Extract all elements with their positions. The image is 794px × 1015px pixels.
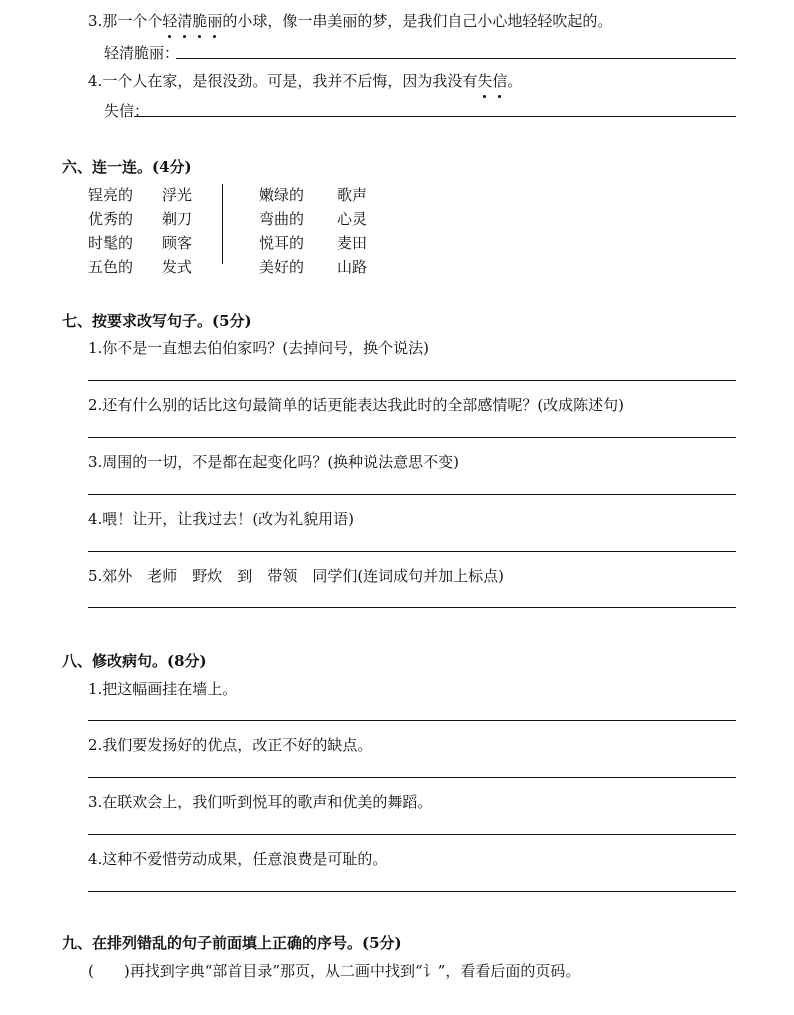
q4-text-before: 一个人在家，是很没劲。可是，我并不后悔，因为我没有	[102, 72, 478, 90]
sec7-question-4: 4.喂！让开，让我过去！(改为礼貌用语)	[88, 510, 355, 528]
match-right-word[interactable]: 美好的	[259, 258, 305, 276]
sec7-question-1: 1.你不是一直想去伯伯家吗？(去掉问号，换个说法)	[88, 339, 430, 357]
section-8-title: 八、修改病句。(8分)	[62, 652, 207, 670]
sec9-order-blank[interactable]: ( )	[88, 962, 130, 980]
match-left-target[interactable]: 顾客	[162, 234, 193, 252]
sec9-item-1	[88, 960, 580, 981]
match-left-word[interactable]: 锃亮的	[88, 186, 134, 204]
match-left-target[interactable]: 浮光	[162, 186, 193, 204]
sec7-question-2: 2.还有什么别的话比这句最简单的话更能表达我此时的全部感情呢？(改成陈述句)	[88, 396, 625, 414]
q4-number: 4.	[88, 72, 103, 90]
sec7-answer-line-5[interactable]	[88, 607, 736, 608]
q4-sentence	[88, 70, 522, 91]
sec7-question-3: 3.周围的一切，不是都在起变化吗？(换种说法意思不变)	[88, 453, 460, 471]
section-6-title: 六、连一连。(4分)	[62, 158, 192, 176]
q4-answer-line[interactable]	[134, 116, 736, 117]
q3-text-after: 的小球，像一串美丽的梦，是我们自己小心地轻轻吹起的。	[222, 12, 613, 30]
q4-text-after: 。	[507, 72, 523, 90]
sec8-question-2: 2.我们要发扬好的优点，改正不好的缺点。	[88, 736, 373, 754]
section-9-title: 九、在排列错乱的句子前面填上正确的序号。(5分)	[62, 934, 402, 952]
sec7-answer-line-4[interactable]	[88, 551, 736, 552]
sec8-answer-line-4[interactable]	[88, 891, 736, 892]
sec8-question-1: 1.把这幅画挂在墙上。	[88, 680, 238, 698]
match-left-target[interactable]: 发式	[162, 258, 193, 276]
sec7-answer-line-1[interactable]	[88, 380, 736, 381]
sec8-answer-line-2[interactable]	[88, 777, 736, 778]
sec7-answer-line-3[interactable]	[88, 494, 736, 495]
q4-answer-label: 失信：	[104, 102, 150, 120]
match-right-target[interactable]: 麦田	[337, 234, 368, 252]
q3-sentence	[88, 10, 612, 31]
match-left-word[interactable]: 优秀的	[88, 210, 134, 228]
q3-dotted-char-2: 清	[177, 12, 193, 30]
match-right-target[interactable]: 心灵	[337, 210, 368, 228]
match-left-target[interactable]: 剃刀	[162, 210, 193, 228]
q4-dotted-char-2: 信	[492, 72, 508, 90]
match-left-word[interactable]: 五色的	[88, 258, 134, 276]
q3-number: 3.	[88, 12, 103, 30]
section-7-title: 七、按要求改写句子。(5分)	[62, 312, 252, 330]
q4-dotted-char-1: 失	[477, 72, 493, 90]
match-right-word[interactable]: 嫩绿的	[259, 186, 305, 204]
match-right-target[interactable]: 山路	[337, 258, 368, 276]
match-left-word[interactable]: 时髦的	[88, 234, 134, 252]
q3-dotted-char-3: 脆	[192, 12, 208, 30]
match-right-word[interactable]: 悦耳的	[259, 234, 305, 252]
sec8-answer-line-1[interactable]	[88, 720, 736, 721]
matching-divider	[222, 184, 223, 264]
q3-answer-line[interactable]	[176, 58, 736, 59]
sec8-question-4: 4.这种不爱惜劳动成果，任意浪费是可耻的。	[88, 850, 388, 868]
match-right-word[interactable]: 弯曲的	[259, 210, 305, 228]
sec7-question-5: 5.郊外 老师 野炊 到 带领 同学们(连词成句并加上标点)	[88, 567, 505, 585]
q3-dotted-char-4: 丽	[207, 12, 223, 30]
sec8-question-3: 3.在联欢会上，我们听到悦耳的歌声和优美的舞蹈。	[88, 793, 433, 811]
sec7-answer-line-2[interactable]	[88, 437, 736, 438]
q3-text-before: 那一个个	[102, 12, 163, 30]
match-right-target[interactable]: 歌声	[337, 186, 368, 204]
sec9-item-text: 再找到字典“部首目录”那页，从二画中找到“讠”，看看后面的页码。	[129, 962, 581, 980]
sec8-answer-line-3[interactable]	[88, 834, 736, 835]
q3-answer-label: 轻清脆丽：	[104, 44, 180, 62]
q3-dotted-char-1: 轻	[162, 12, 178, 30]
